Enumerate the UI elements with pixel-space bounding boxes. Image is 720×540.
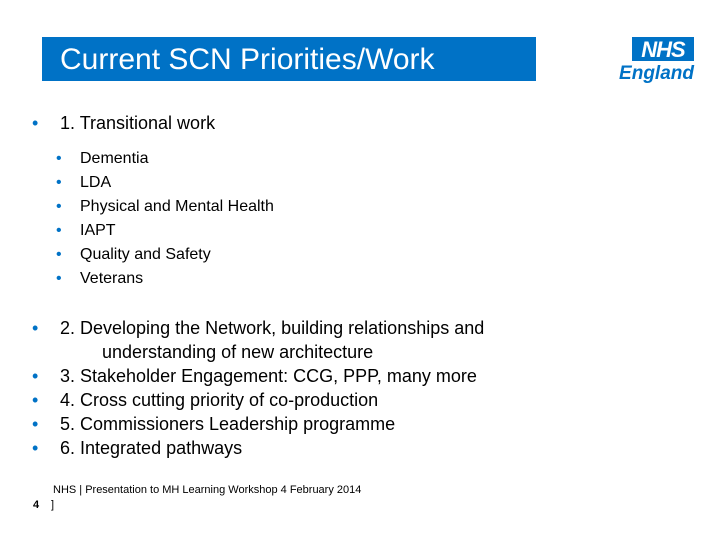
slide-title-bar bbox=[42, 37, 536, 81]
bullet-icon: • bbox=[56, 174, 62, 191]
sub-item-label: Veterans bbox=[80, 270, 144, 287]
list-item-co-production bbox=[32, 388, 692, 412]
sub-item-label: IAPT bbox=[80, 222, 116, 239]
england-logo-text: England bbox=[619, 63, 694, 84]
slide-title: Current SCN Priorities/Work bbox=[60, 43, 435, 76]
nhs-logo-mark: NHS bbox=[632, 37, 694, 61]
sub-list-item bbox=[56, 267, 692, 291]
bullet-icon: • bbox=[56, 150, 62, 167]
bullet-icon: • bbox=[32, 318, 39, 338]
bullet-icon: • bbox=[32, 113, 39, 133]
sub-item-label: Physical and Mental Health bbox=[80, 198, 274, 215]
nhs-england-logo bbox=[616, 37, 694, 87]
bullet-icon: • bbox=[32, 366, 39, 386]
sub-list-item bbox=[56, 171, 692, 195]
list-item-integrated-pathways bbox=[32, 436, 692, 460]
bullet-icon: • bbox=[56, 198, 62, 215]
priority-list bbox=[32, 111, 692, 460]
bullet-icon: • bbox=[32, 438, 39, 458]
list-item-transitional-work bbox=[32, 111, 692, 135]
sub-item-label: LDA bbox=[80, 174, 112, 191]
bullet-icon: • bbox=[32, 414, 39, 434]
list-item-label-continuation: understanding of new architecture bbox=[102, 342, 374, 362]
sub-item-label: Quality and Safety bbox=[80, 246, 211, 263]
page-number: 4 bbox=[33, 499, 40, 511]
bullet-icon: • bbox=[56, 270, 62, 287]
list-item-label: 3. Stakeholder Engagement: CCG, PPP, many more bbox=[60, 366, 477, 386]
list-item-leadership-programme bbox=[32, 412, 692, 436]
list-item-developing-network bbox=[32, 316, 692, 364]
list-item-stakeholder-engagement bbox=[32, 364, 692, 388]
footer-bracket: ] bbox=[51, 499, 55, 511]
sub-list-item bbox=[56, 219, 692, 243]
bullet-icon: • bbox=[32, 390, 39, 410]
sub-list-item bbox=[56, 243, 692, 267]
bullet-icon: • bbox=[56, 246, 62, 263]
list-item-label: 5. Commissioners Leadership programme bbox=[60, 414, 396, 434]
bullet-icon: • bbox=[56, 222, 62, 239]
list-item-label: 1. Transitional work bbox=[60, 113, 216, 133]
footer-text: NHS | Presentation to MH Learning Workshop 4 February 2014 bbox=[53, 484, 362, 496]
list-item-label: 4. Cross cutting priority of co-production bbox=[60, 390, 379, 410]
transitional-work-sublist bbox=[56, 147, 692, 291]
sub-list-item bbox=[56, 147, 692, 171]
sub-item-label: Dementia bbox=[80, 150, 149, 167]
list-item-label: 6. Integrated pathways bbox=[60, 438, 243, 458]
list-item-label: 2. Developing the Network, building relationships and bbox=[60, 318, 485, 338]
sub-list-item bbox=[56, 195, 692, 219]
